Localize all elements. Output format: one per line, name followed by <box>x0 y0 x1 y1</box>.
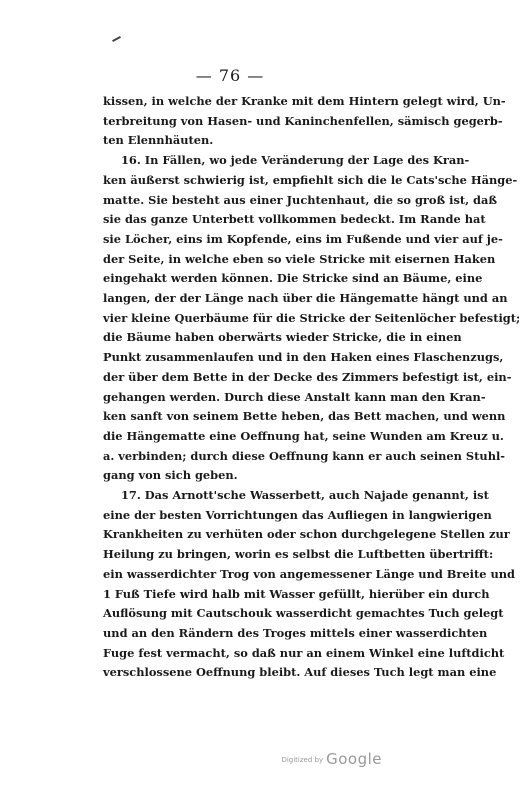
stray-pen-mark <box>112 36 121 42</box>
text-line: terbreitung von Hasen- und Kaninchenfellen, sämisch gegerb- <box>103 113 503 128</box>
text-line: die Bäume haben oberwärts wieder Stricke, die in einen <box>103 330 462 345</box>
text-line: Punkt zusammenlaufen und in den Haken eines Flaschenzugs, <box>103 350 504 365</box>
text-line: Fuge fest vermacht, so daß nur an einem Winkel eine luftdicht <box>103 645 505 660</box>
text-line: langen, der der Länge nach über die Hängematte hängt und an <box>103 291 508 306</box>
text-line: gang von sich geben. <box>103 468 238 483</box>
text-line: ein wasserdichter Trog von angemessener Länge und Breite und <box>103 566 515 581</box>
text-line: eingehakt werden können. Die Stricke sind an Bäume, eine <box>103 271 483 286</box>
paragraph-17-start: 17. Das Arnott'sche Wasserbett, auch Najade genannt, ist <box>121 488 489 503</box>
text-line: ken sanft von seinem Bette heben, das Bett machen, und wenn <box>103 409 506 424</box>
text-line: vier kleine Querbäume für die Stricke der Seitenlöcher befestigt; <box>103 310 520 325</box>
body-text <box>103 92 520 683</box>
page-number: — 76 — <box>195 66 265 85</box>
text-line: Auflösung mit Cautschouk wasserdicht gemachtes Tuch gelegt <box>103 606 504 621</box>
text-line: gehangen werden. Durch diese Anstalt kann man den Kran- <box>103 389 486 404</box>
text-line: Heilung zu bringen, worin es selbst die Luftbetten übertrifft: <box>103 547 494 562</box>
text-line: sie das ganze Unterbett vollkommen bedeckt. Im Rande hat <box>103 212 486 227</box>
text-line: und an den Rändern des Troges mittels einer wasserdichten <box>103 625 488 640</box>
text-line: eine der besten Vorrichtungen das Aufliegen in langwierigen <box>103 507 492 522</box>
google-logo-text: Google <box>326 750 382 768</box>
text-line: der über dem Bette in der Decke des Zimmers befestigt ist, ein- <box>103 369 512 384</box>
text-line: der Seite, in welche eben so viele Stricke mit eisernen Haken <box>103 251 496 266</box>
digitized-by-google-watermark <box>281 749 382 768</box>
text-line: die Hängematte eine Oeffnung hat, seine Wunden am Kreuz u. <box>103 428 504 443</box>
text-line: sie Löcher, eins im Kopfende, eins im Fußende und vier auf je- <box>103 231 503 246</box>
text-line: kissen, in welche der Kranke mit dem Hintern gelegt wird, Un- <box>103 94 506 108</box>
text-line: matte. Sie besteht aus einer Juchtenhaut, die so groß ist, daß <box>103 192 498 207</box>
text-line: 1 Fuß Tiefe wird halb mit Wasser gefüllt, hierüber ein durch <box>103 586 490 601</box>
text-line: a. verbinden; durch diese Oeffnung kann er auch seinen Stuhl- <box>103 448 506 463</box>
text-line: Krankheiten zu verhüten oder schon durchgelegene Stellen zur <box>103 527 510 542</box>
paragraph-16-start: 16. In Fällen, wo jede Veränderung der Lage des Kran- <box>121 153 470 168</box>
text-line: ken äußerst schwierig ist, empfiehlt sich die le Cats'sche Hänge- <box>103 172 518 187</box>
text-line: ten Elennhäuten. <box>103 133 214 148</box>
text-line: verschlossene Oeffnung bleibt. Auf dieses Tuch legt man eine <box>103 665 497 680</box>
watermark-prefix: Digitized by <box>281 755 324 764</box>
